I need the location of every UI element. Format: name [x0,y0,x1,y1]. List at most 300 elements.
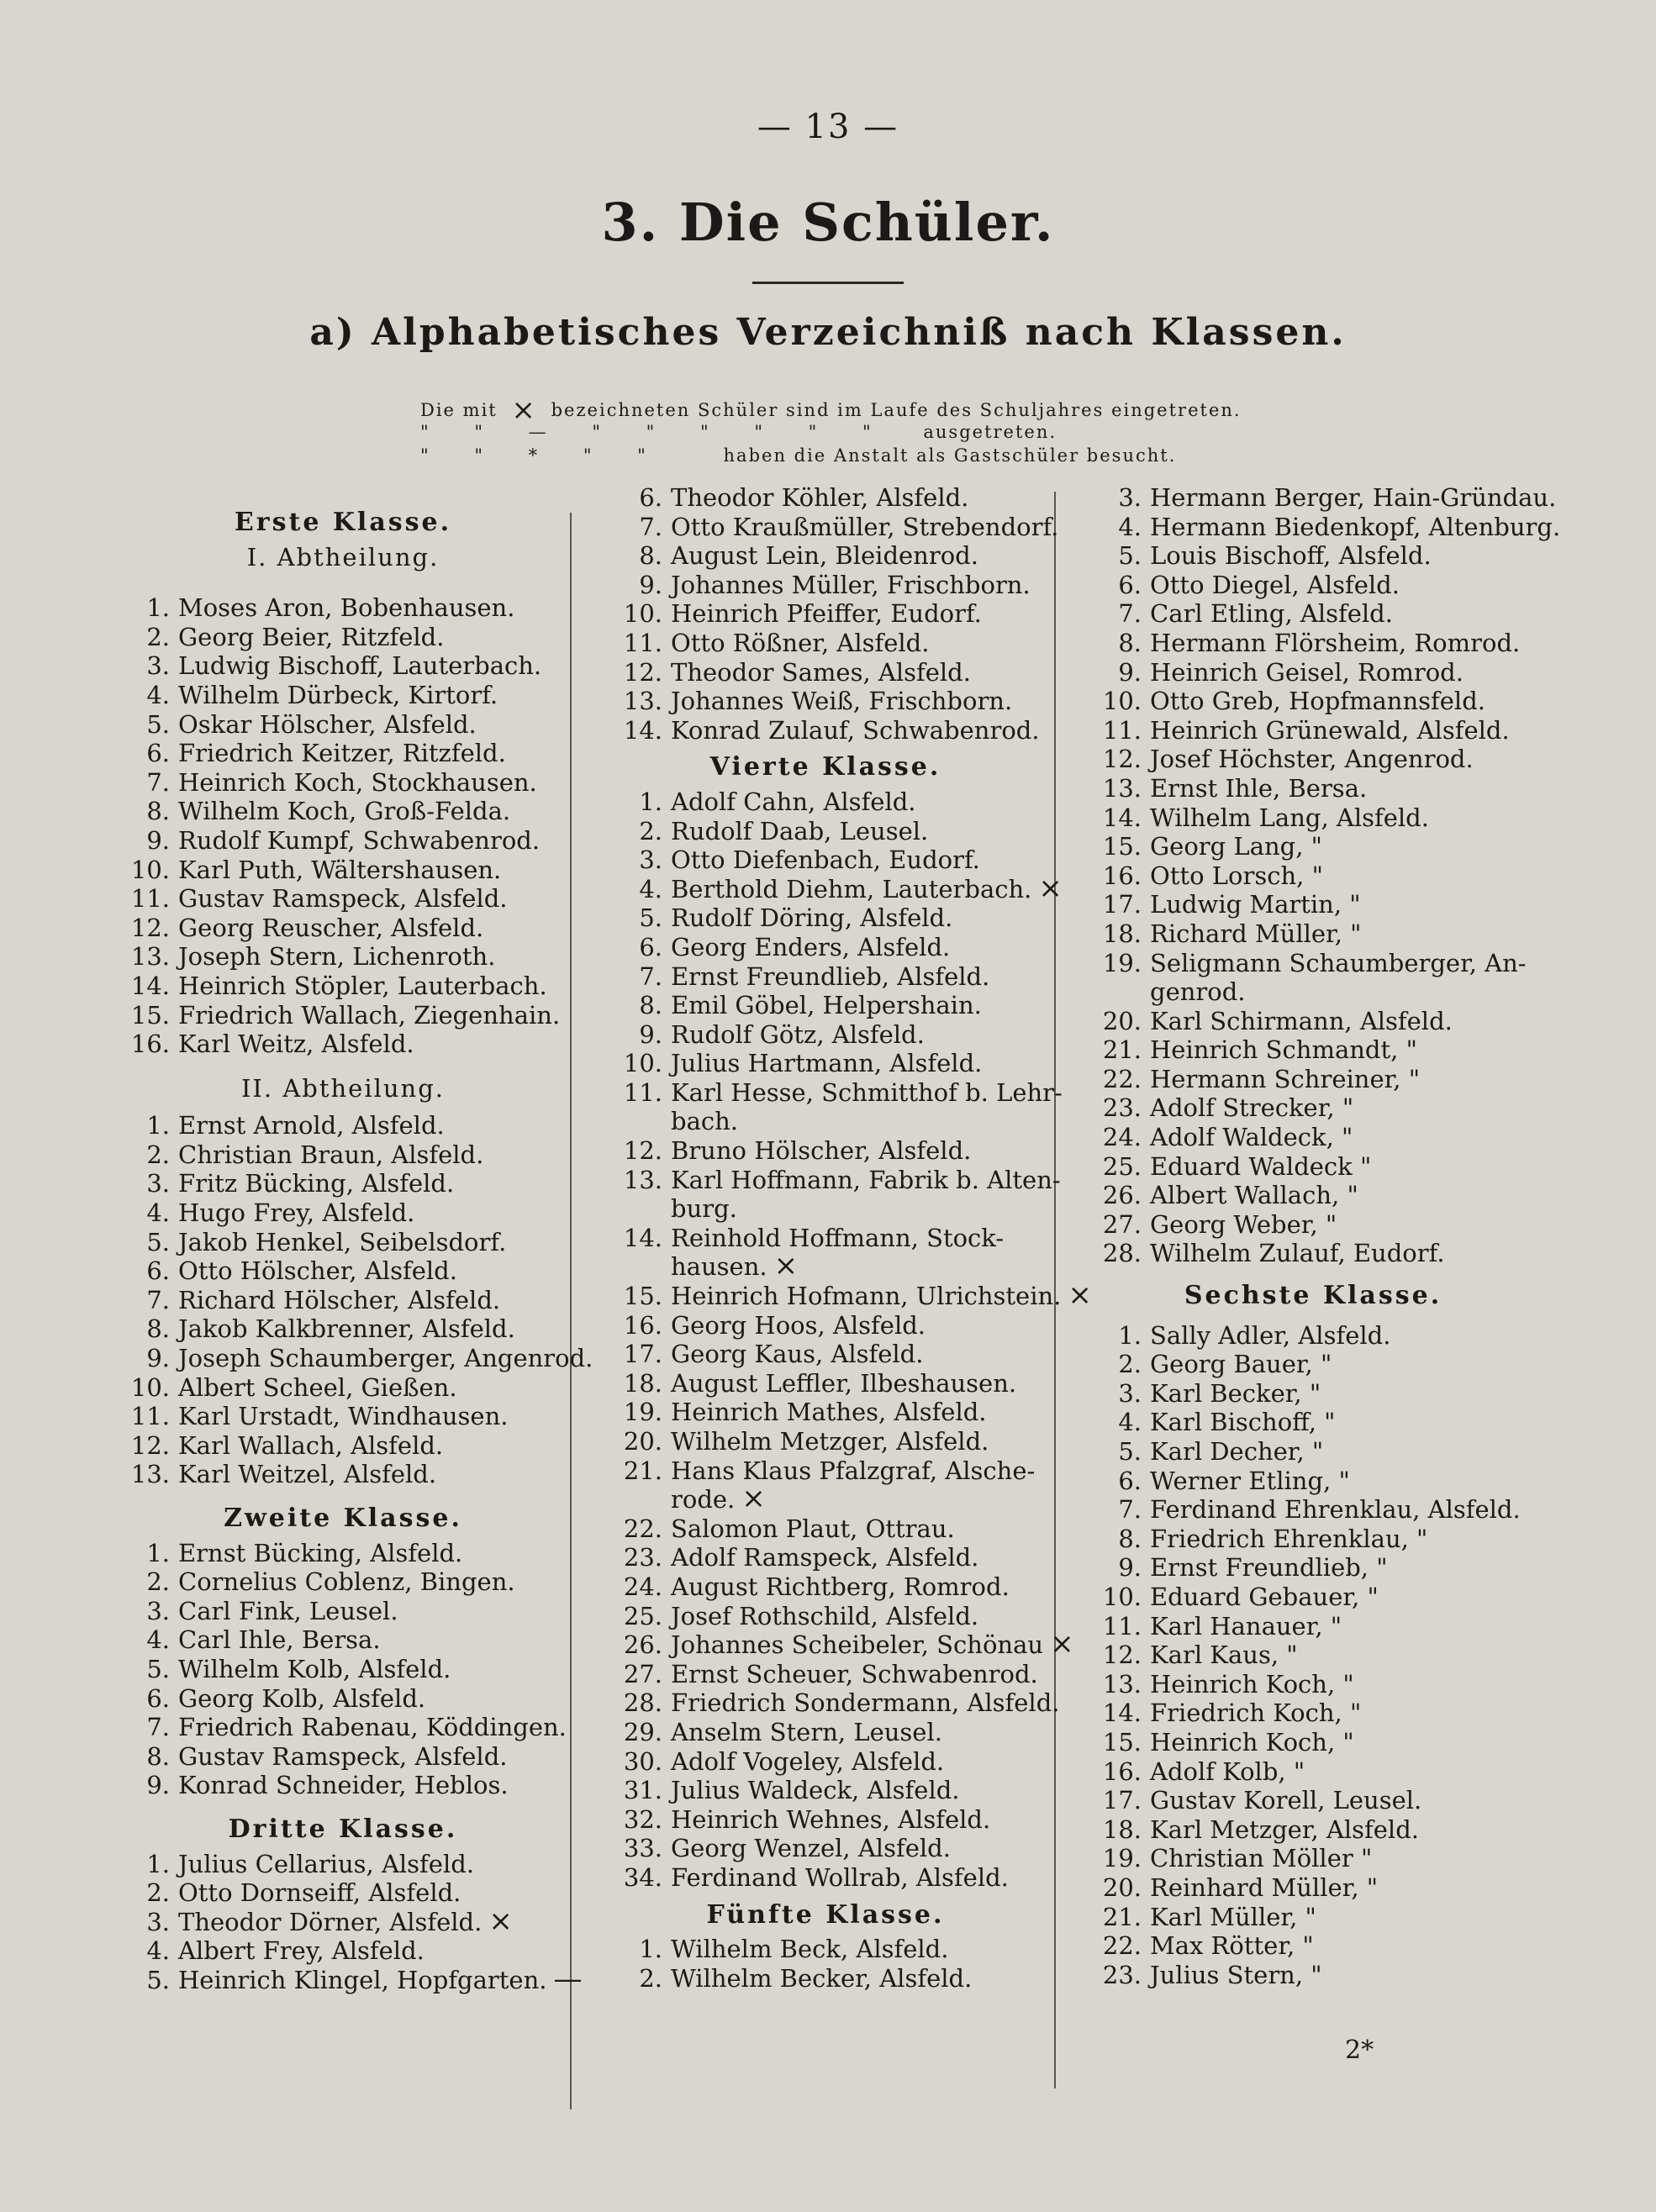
entry-number: 11. [623,1077,662,1107]
list-item [1078,1437,1548,1467]
entry-number: 28. [1102,1239,1142,1268]
list-item [1078,1903,1548,1932]
entry-number: 11. [130,884,170,914]
student-name: Hans Klaus Pfalzgraf, Alsche- [671,1456,1036,1485]
status-mark-icon: × [1050,1627,1074,1662]
entry-number: 15. [1102,832,1142,861]
status-mark-icon: × [741,1482,766,1516]
list-item [599,1136,1052,1166]
list-item-continuation [599,1482,1052,1516]
entry-number: 29. [623,1717,662,1746]
list-item [116,884,570,914]
student-name: Albert Wallach, " [1150,1181,1358,1210]
entry-number: 5. [146,1227,170,1256]
list-item [1078,745,1548,774]
student-name: Eduard Waldeck " [1150,1151,1372,1181]
division-heading-2: II. Abtheilung. [240,1073,446,1103]
entry-number: 1. [146,1111,170,1140]
legend-line-2 [420,422,1219,442]
entry-number: 3. [146,1169,170,1198]
entry-number: 18. [1102,1814,1142,1844]
student-name: Hermann Schreiner, " [1150,1064,1421,1093]
student-name: Georg Hoos, Alsfeld. [671,1310,926,1340]
entry-number: 6. [639,932,662,961]
entry-number: 33. [623,1834,662,1863]
student-name: Ernst Arnold, Alsfeld. [178,1111,445,1140]
legend-left-text: ausgetreten. [923,422,1057,442]
list-item [116,972,570,1001]
list-item [599,687,1052,716]
list-item [599,1278,1092,1313]
student-name: Ernst Freundlieb, " [1150,1553,1388,1583]
entry-number: 13. [130,1460,170,1489]
class-heading-erste: Erste Klasse. [234,508,452,537]
entry-number: 4. [1118,1408,1142,1437]
entry-number: 20. [623,1427,662,1456]
student-list-sechste [1078,1321,1548,1990]
student-name: Ernst Ihle, Bersa. [1150,773,1368,803]
list-item [116,1030,570,1059]
student-name: Salomon Plaut, Ottrau. [671,1514,955,1543]
entry-number: 26. [1102,1181,1142,1210]
entry-number: 4. [639,874,662,903]
student-name: Rudolf Götz, Alsfeld. [671,1019,925,1049]
student-name: Karl Hoffmann, Fabrik b. Alten- [671,1165,1061,1194]
list-item [599,1049,1052,1078]
student-name: Heinrich Mathes, Alsfeld. [671,1398,987,1427]
student-name: Eduard Gebauer, " [1150,1582,1379,1611]
title-divider [752,282,904,284]
student-name: Heinrich Klingel, Hopfgarten. — [178,1962,583,1996]
list-item-continuation [599,1107,1052,1136]
list-item [599,1543,1052,1572]
list-item [599,1776,1052,1805]
list-item [116,1936,570,1966]
list-item [116,768,570,798]
list-item [599,541,1052,571]
student-name: Adolf Strecker, " [1150,1093,1354,1123]
entry-number: 5. [146,709,170,739]
list-item [1078,716,1548,745]
entry-number: 18. [1102,919,1142,948]
list-item [116,739,570,768]
entry-number: 8. [1118,1524,1142,1553]
student-name: Wilhelm Lang, Alsfeld. [1150,803,1429,832]
student-name: Theodor Sames, Alsfeld. [671,657,971,687]
entry-number: 5. [146,1654,170,1683]
student-name: Louis Bischoff, Alsfeld. [1150,541,1432,571]
entry-number: 12. [1102,1641,1142,1670]
list-item [599,1165,1061,1195]
student-name: August Lein, Bleidenrod. [671,541,978,571]
student-name: Seligmann Schaumberger, An- [1150,948,1527,977]
entry-number: 7. [639,512,662,541]
student-name-continuation: genrod. [1150,977,1246,1007]
entry-number: 2. [146,622,170,651]
student-name: Otto Kraußmüller, Strebendorf. [671,512,1059,541]
student-name: Georg Lang, " [1150,832,1322,861]
student-name: Georg Kaus, Alsfeld. [671,1340,924,1369]
list-item [599,1572,1052,1602]
entry-number: 12. [623,1136,662,1166]
list-item [599,1935,1052,1964]
student-name: Sally Adler, Alsfeld. [1150,1320,1391,1350]
list-item [116,681,570,710]
list-item [116,1597,570,1626]
student-name: Wilhelm Zulauf, Eudorf. [1150,1239,1445,1268]
list-item [116,1140,570,1170]
student-name: Georg Enders, Alsfeld. [671,932,951,961]
class-heading-sechste: Sechste Klasse. [1184,1281,1442,1311]
student-list-erste-abt1 [116,593,570,1059]
list-item [1078,1321,1548,1351]
list-item [599,962,1052,992]
student-name: Emil Göbel, Helpershain. [671,991,982,1020]
list-item [1078,1093,1548,1123]
student-name: Otto Lorsch, " [1150,861,1323,890]
list-item [599,1311,1052,1340]
student-name: Karl Schirmann, Alsfeld. [1150,1006,1453,1035]
entry-number: 12. [623,657,662,687]
list-item [116,1684,570,1714]
student-name: Heinrich Hofmann, Ulrichstein. × [671,1278,1092,1313]
list-item [116,942,570,972]
student-name: August Leffler, Ilbeshausen. [671,1368,1017,1398]
entry-number: 14. [1102,803,1142,832]
entry-number: 1. [146,1538,170,1567]
list-item [1078,1583,1548,1612]
list-item [1078,1467,1548,1496]
student-name: Heinrich Geisel, Romrod. [1150,657,1464,687]
list-item [116,1771,570,1800]
student-list-fuenfte [599,1935,1052,1993]
list-item [1078,919,1548,949]
entry-number: 9. [1118,657,1142,687]
status-mark-icon: × [488,1904,513,1938]
student-name: Julius Cellarius, Alsfeld. [178,1849,475,1878]
list-item [1078,1123,1548,1152]
student-name: Heinrich Koch, " [1150,1727,1354,1756]
list-item [1078,1873,1548,1903]
entry-number: 7. [146,1713,170,1742]
list-item [1078,1525,1548,1554]
student-name: Rudolf Kumpf, Schwabenrod. [178,825,541,855]
page-number: — 13 — [757,108,899,146]
entry-number: 1. [639,1935,662,1964]
entry-number: 19. [1102,948,1142,977]
list-item [1078,1815,1548,1845]
list-item [116,710,570,740]
student-name: Wilhelm Dürbeck, Kirtorf. [178,680,498,709]
entry-number: 16. [1102,1756,1142,1786]
status-mark-icon: × [1038,871,1063,905]
student-list-dritte-continued [599,483,1059,745]
student-name: Moses Aron, Bobenhausen. [178,593,515,623]
entry-number: 13. [1102,773,1142,803]
student-name: Konrad Schneider, Heblos. [178,1771,509,1800]
student-name: Hermann Biedenkopf, Altenburg. [1150,512,1561,541]
student-name: Karl Müller, " [1150,1902,1316,1931]
student-name: Hermann Berger, Hain-Gründau. [1150,483,1557,512]
status-mark-icon: — [553,1962,583,1996]
entry-number: 11. [623,628,662,657]
entry-number: 22. [1102,1064,1142,1093]
list-item [1078,629,1548,658]
list-item [1078,687,1548,716]
status-mark-icon: × [773,1249,799,1283]
list-item [1078,949,1548,978]
section-title: 3. Die Schüler. [601,192,1055,253]
entry-number: 20. [1102,1872,1142,1902]
student-name: Konrad Zulauf, Schwabenrod. [671,715,1040,745]
list-item [116,1539,570,1568]
list-item [116,1198,570,1228]
entry-number: 27. [623,1659,662,1688]
student-name-continuation: bach. [671,1107,738,1136]
student-name: Friedrich Keitzer, Ritzfeld. [178,739,506,768]
list-item [599,1602,1052,1631]
student-name: Karl Metzger, Alsfeld. [1150,1814,1419,1844]
entry-number: 3. [1118,483,1142,512]
list-item [116,797,570,826]
list-item [599,716,1052,745]
student-name: Otto Hölscher, Alsfeld. [178,1256,457,1286]
list-item [1078,1931,1548,1961]
list-item [116,1460,570,1489]
entry-number: 12. [1102,745,1142,774]
list-item [116,1567,570,1597]
list-item [116,593,570,623]
entry-number: 21. [1102,1035,1142,1065]
entry-number: 11. [1102,1611,1142,1641]
list-item [1078,1350,1548,1379]
entry-number: 10. [1102,1582,1142,1611]
entry-number: 17. [1102,1786,1142,1815]
list-item [116,1625,570,1655]
list-item-continuation [599,1194,1052,1224]
entry-number: 10. [130,1372,170,1402]
entry-number: 3. [146,1596,170,1625]
list-item [1078,571,1548,600]
student-name: Adolf Kolb, " [1150,1756,1305,1786]
student-name: Bruno Hölscher, Alsfeld. [671,1136,972,1166]
list-item [116,1742,570,1772]
list-item [1078,803,1548,833]
list-item [1078,861,1548,891]
entry-number: 6. [639,483,662,512]
list-item [1078,1612,1548,1641]
entry-number: 14. [130,971,170,1000]
entry-number: 3. [146,1907,170,1936]
list-item [116,1655,570,1684]
list-item [1078,541,1548,571]
list-item-continuation [599,1249,1052,1283]
student-name: Gustav Ramspeck, Alsfeld. [178,884,508,914]
list-item [599,483,1052,513]
list-item [116,1286,570,1315]
column-1 [116,483,593,1996]
class-heading-dritte: Dritte Klasse. [228,1814,458,1844]
entry-number: 18. [623,1368,662,1398]
list-item [1078,599,1548,629]
list-item [599,1514,1052,1544]
list-item [1078,890,1548,919]
entry-number: 1. [146,593,170,623]
list-item [599,1077,1063,1108]
entered-mark-icon: × [511,393,537,427]
student-name: Karl Becker, " [1150,1378,1321,1408]
entry-number: 4. [1118,512,1142,541]
entry-number: 4. [146,1198,170,1228]
entry-number: 8. [1118,628,1142,657]
list-item [116,1256,570,1286]
student-name: Karl Decher, " [1150,1437,1324,1466]
student-name: Karl Wallach, Alsfeld. [178,1430,444,1460]
student-name: Heinrich Wehnes, Alsfeld. [671,1804,991,1834]
list-item [1078,1239,1548,1268]
student-name: Karl Hesse, Schmitthof b. Lehr- [671,1077,1063,1107]
student-name: Reinhold Hoffmann, Stock- [671,1223,1005,1252]
entry-number: 2. [639,1963,662,1993]
student-name: Georg Weber, " [1150,1209,1337,1239]
student-name-continuation: burg. [671,1194,737,1224]
entry-number: 4. [146,1936,170,1966]
student-name-continuation: hausen. × [671,1249,799,1283]
entry-number: 15. [623,1282,662,1311]
student-list-vierte [599,787,1092,1893]
entry-number: 15. [130,1000,170,1030]
list-item [1078,1007,1548,1036]
student-name: Rudolf Daab, Leusel. [671,816,929,845]
entry-number: 10. [623,599,662,629]
student-list-zweite [116,1539,570,1800]
list-item [1078,1961,1548,1990]
list-item [116,1878,570,1908]
student-name: Ernst Bücking, Alsfeld. [178,1538,463,1567]
entry-number: 16. [623,1310,662,1340]
list-item [599,1340,1052,1369]
entry-number: 2. [1118,1350,1142,1379]
list-item [116,1001,570,1030]
entry-number: 7. [1118,599,1142,629]
entry-number: 14. [623,715,662,745]
entry-number: 4. [146,680,170,709]
student-name: Theodor Köhler, Alsfeld. [671,483,969,512]
legend-dittos: " " — " " " " " " [420,422,891,442]
student-name: Ferdinand Ehrenklau, Alsfeld. [1150,1495,1521,1525]
list-item [1078,1553,1548,1583]
student-name: Gustav Korell, Leusel. [1150,1786,1422,1815]
list-item [1078,1641,1548,1670]
entry-number: 9. [639,1019,662,1049]
entry-number: 12. [130,1430,170,1460]
list-item [599,871,1063,905]
student-name: Friedrich Rabenau, Köddingen. [178,1713,567,1742]
entry-number: 12. [130,913,170,942]
entry-number: 3. [639,845,662,875]
list-item [599,1660,1052,1689]
list-item [116,1402,570,1431]
entry-number: 5. [146,1965,170,1994]
student-name: Werner Etling, " [1150,1466,1350,1495]
division-heading-1: I. Abtheilung. [246,542,440,571]
entry-number: 5. [1118,541,1142,571]
list-item [116,826,570,856]
entry-number: 2. [639,816,662,845]
student-name: Wilhelm Kolb, Alsfeld. [178,1654,451,1683]
student-name: Josef Höchster, Angenrod. [1150,745,1474,774]
entry-number: 6. [146,1256,170,1286]
entry-number: 8. [146,1741,170,1771]
student-name: Rudolf Döring, Alsfeld. [671,903,953,933]
student-name: Johannes Weiß, Frischborn. [671,687,1013,716]
class-heading-zweite: Zweite Klasse. [224,1504,462,1533]
section-subtitle: a) Alphabetisches Verzeichniß nach Klassen. [309,311,1347,354]
entry-number: 11. [130,1402,170,1431]
entry-number: 5. [639,903,662,933]
list-item [116,651,570,681]
entry-number: 1. [146,1849,170,1878]
list-item [1078,483,1557,513]
list-item [116,1713,570,1742]
list-item [1078,1379,1548,1409]
list-item [599,845,1052,875]
student-name: Josef Rothschild, Alsfeld. [671,1601,979,1630]
list-item [599,1020,1052,1050]
entry-number: 9. [146,825,170,855]
entry-number: 30. [623,1746,662,1776]
entry-number: 24. [623,1572,662,1601]
legend-dittos: " " * " " [420,445,666,466]
entry-number: 7. [146,767,170,797]
list-item [599,933,1052,962]
student-name: Otto Diefenbach, Eudorf. [671,845,980,875]
list-item [1078,1408,1548,1437]
student-name: Richard Müller, " [1150,919,1362,948]
student-name: Karl Urstadt, Windhausen. [178,1402,509,1431]
student-name: Julius Waldeck, Alsfeld. [671,1776,960,1805]
entry-number: 10. [623,1049,662,1078]
student-name: Carl Ihle, Bersa. [178,1625,381,1655]
student-name: Adolf Waldeck, " [1150,1123,1353,1152]
entry-number: 7. [639,961,662,991]
list-item [116,1850,570,1879]
list-item [1078,1728,1548,1757]
student-name: Friedrich Ehrenklau, " [1150,1524,1428,1553]
list-item [599,787,1052,817]
column-3 [1078,483,1561,1989]
student-name: Friedrich Wallach, Ziegenhain. [178,1000,561,1030]
student-name: Georg Beier, Ritzfeld. [178,622,445,651]
student-name: Heinrich Grünewald, Alsfeld. [1150,715,1510,745]
entry-number: 27. [1102,1209,1142,1239]
list-item [599,903,1052,933]
list-item [1078,1786,1548,1815]
entry-number: 2. [146,1878,170,1908]
entry-number: 17. [1102,890,1142,919]
entry-number: 26. [623,1630,662,1660]
student-name: Julius Stern, " [1150,1960,1322,1989]
list-item [116,1904,570,1938]
entry-number: 13. [130,942,170,972]
list-item [599,629,1052,658]
list-item [116,1111,570,1140]
list-item [1078,1152,1548,1182]
entry-number: 6. [1118,1466,1142,1495]
student-name: Julius Hartmann, Alsfeld. [671,1049,983,1078]
student-name: Karl Puth, Wältershausen. [178,855,502,884]
entry-number: 23. [623,1543,662,1572]
